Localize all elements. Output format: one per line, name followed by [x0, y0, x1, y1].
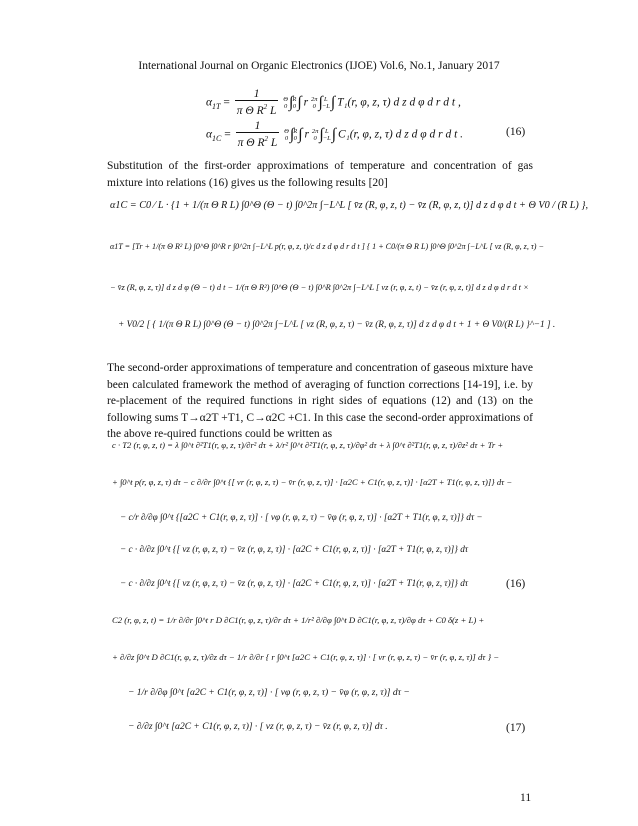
- alpha-symbol: α: [206, 96, 213, 109]
- equation-result-4: + V0/2 [ { 1/(π Θ R L) ∫0^Θ (Θ − t) ∫0^2π ∫−L^L [ vz (R, φ, z, τ) − v̄z (R, φ, z, τ)] d z d φ d t + 1 + Θ V0/(R L) }^−1 ] .: [118, 320, 556, 330]
- fraction: $\frac{1}{\pi \Theta R^2 L}$: [237, 120, 278, 149]
- equation-alpha1C: $\alpha_{1C}$ = $\frac{1}{\pi \Theta R^2 L}$ Θ 0 ∫R 0∫ r 2π 0 ∫ L −L∫ C₁(r, φ, z, τ) d z d φ d r d t .: [206, 120, 464, 149]
- paragraph: The second-order approximations of temperature and concentration of gaseous mixture have been calculated framework the method of averaging of function corrections [14-19], i.e. by re-placement of the required functions in right sides of equations (12) and (13) on the following sums T→α2T +T1, C→α2C +C1. In this case the second-order approximations of the above re-quired functions could be written as: [107, 362, 533, 440]
- alpha-subscript: 1C: [212, 133, 222, 143]
- equation-T2-line-3: − c/r ∂/∂φ ∫0^t {[α2C + C1(r, φ, z, τ)] · [ vφ (r, φ, z, τ) − v̄φ (r, φ, z, τ)] · [α2T + T1(r, φ, z, τ)]} dτ −: [120, 512, 483, 522]
- equation-C2-line-2: + ∂/∂z ∫0^t D ∂C1(r, φ, z, τ)/∂z dτ − 1/r ∂/∂r { r ∫0^t [α2C + C1(r, φ, z, τ)] · [ vr (r, φ, z, τ) − v̄r (r, φ, z, τ)] dτ } −: [112, 652, 500, 662]
- equation-T2-line-2: + ∫0^t p(r, φ, z, τ) dτ − c ∂/∂r ∫0^t {[ vr (r, φ, z, τ) − v̄r (r, φ, z, τ)] · [α2C + C1(r, φ, z, τ)] · [α2T + T1(r, φ, z, τ)]} dτ −: [112, 477, 513, 487]
- page-number: 11: [520, 792, 532, 804]
- equation-number: (16): [506, 578, 526, 590]
- alpha-subscript: 1T: [212, 101, 221, 111]
- equation-number: (16): [506, 126, 526, 138]
- alpha-symbol: α: [206, 128, 213, 141]
- equation-alpha1T: $\alpha_{1T}$ = $\frac{1}{\pi \Theta R^2 L}$ Θ 0 ∫R 0∫ r 2π 0 ∫ L −L∫ T₁(r, φ, z, τ) d z d φ d r d t ,: [206, 88, 461, 117]
- equation-number: (17): [506, 722, 526, 734]
- equation-result-1: α1C = C0 ⁄ L · {1 + 1/(π Θ R L) ∫0^Θ (Θ − t) ∫0^2π ∫−L^L [ v̄z (R, φ, z, t) − v̄z (R, φ, z, t)] d z d φ d t + Θ V0 / (R L) },: [110, 200, 588, 211]
- integrand: C₁(r, φ, z, τ) d z d φ d r d t .: [338, 128, 464, 141]
- equation-C2-line-1: C2 (r, φ, z, t) = 1/r ∂/∂r ∫0^t r D ∂C1(r, φ, z, τ)/∂r dτ + 1/r² ∂/∂φ ∫0^t D ∂C1(r, φ, z, τ)/∂φ dτ + C0 δ(z + L) +: [112, 615, 485, 625]
- equation-T2-line-1: c · T2 (r, φ, z, t) = λ ∫0^t ∂²T1(r, φ, z, τ)/∂r² dτ + λ/r² ∫0^t ∂²T1(r, φ, z, τ)/∂φ² dτ + λ ∫0^t ∂²T1(r, φ, z, τ)/∂z² dτ + Tr +: [112, 440, 504, 450]
- equation-result-3: − v̄z (R, φ, z, τ)] d z d φ (Θ − t) d t − 1/(π Θ R²) ∫0^Θ (Θ − t) ∫0^R ∫0^2π ∫−L^L [ vz (r, φ, z, t) − v̄z (r, φ, z, t)] d z d φ d r d t ×: [110, 283, 529, 292]
- equation-C2-line-3: − 1/r ∂/∂φ ∫0^t [α2C + C1(r, φ, z, τ)] · [ vφ (r, φ, z, τ) − v̄φ (r, φ, z, τ)] dτ −: [128, 688, 410, 698]
- equation-C2-line-4: − ∂/∂z ∫0^t [α2C + C1(r, φ, z, τ)] · [ vz (r, φ, z, τ) − v̄z (r, φ, z, τ)] dτ .: [128, 722, 388, 732]
- integrand: T₁(r, φ, z, τ) d z d φ d r d t ,: [337, 96, 461, 109]
- equation-T2-line-5: − c · ∂/∂z ∫0^t {[ vz (r, φ, z, τ) − v̄z (r, φ, z, τ)] · [α2C + C1(r, φ, z, τ)] · [α2T + T1(r, φ, z, τ)]} dτ: [120, 578, 469, 588]
- equation-T2-line-4: − c · ∂/∂z ∫0^t {[ vz (r, φ, z, τ) − v̄z (r, φ, z, τ)] · [α2C + C1(r, φ, z, τ)] · [α2T + T1(r, φ, z, τ)]} dτ: [120, 544, 469, 554]
- equation-result-2: α1T = [Tr + 1/(π Θ R² L) ∫0^Θ ∫0^R r ∫0^2π ∫−L^L p(r, φ, z, t)/c d z d φ d r d t ] { 1 + C0/(π Θ R L) ∫0^Θ ∫0^2π ∫−L^L [ vz (R, φ, z, τ) −: [110, 242, 544, 251]
- journal-header: International Journal on Organic Electronics (IJOE) Vol.6, No.1, January 2017: [138, 60, 500, 72]
- fraction: $\frac{1}{\pi \Theta R^2 L}$: [236, 88, 277, 117]
- paragraph: Substitution of the first-order approximations of temperature and concentration of gas mixture into relations (16) gives us the following results [20]: [107, 160, 533, 189]
